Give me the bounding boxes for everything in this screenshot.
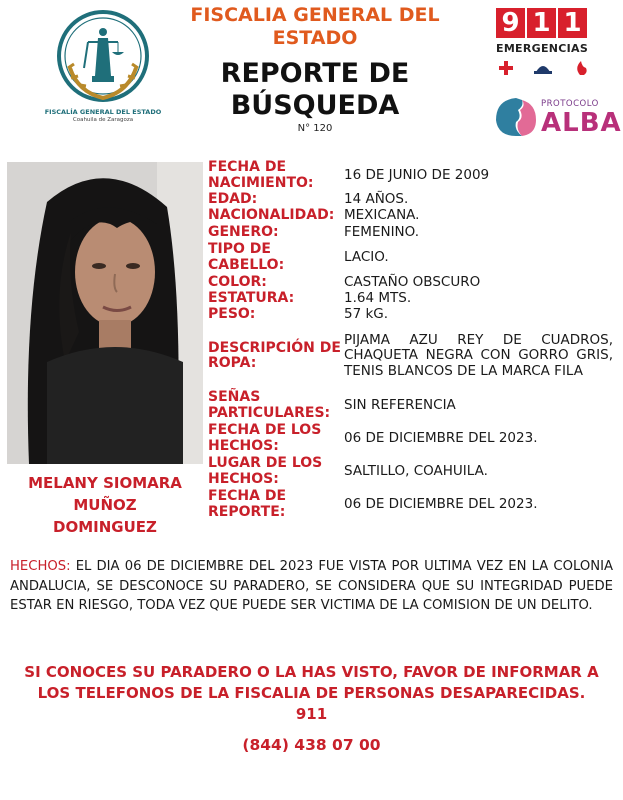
protocol-name: ALBA [541, 108, 622, 138]
detail-label: ESTATURA: [208, 290, 295, 307]
medical-cross-icon [499, 61, 513, 75]
detail-label: PESO: [208, 306, 256, 323]
detail-row-hair-type [208, 241, 613, 274]
facts-text: EL DIA 06 DE DICIEMBRE DEL 2023 FUE VISTA POR ULTIMA VEZ EN LA COLONIA ANDALUCIA, SE DESCONOCE SU PARADERO, SE CONSIDERA QUE SU INTEGRIDAD PUEDE ESTAR EN RIESGO, TODA VEZ QUE PUEDE SER VICTIMA DE LA COMISION DE UN DELITO. [10, 559, 613, 613]
detail-label: COLOR: [208, 273, 267, 290]
detail-value: 57 kG. [344, 306, 389, 323]
detail-value: MEXICANA. [344, 207, 420, 224]
detail-row-gender [208, 224, 613, 241]
person-name-line-3: DOMINGUEZ [53, 518, 157, 536]
detail-label: EDAD: [208, 191, 258, 208]
digit-9: 9 [496, 8, 525, 38]
detail-row-distinctive-marks [208, 389, 613, 422]
detail-row-event-place [208, 455, 613, 488]
person-name [15, 472, 195, 538]
emergency-icons [498, 58, 598, 78]
report-title: REPORTE DE BÚSQUEDA [220, 58, 410, 121]
detail-label: FECHA DE LOS HECHOS: [208, 422, 322, 454]
protocol-small-label: PROTOCOLO [541, 99, 599, 109]
detail-value: 16 DE JUNIO DE 2009 [344, 166, 490, 183]
detail-row-color [208, 274, 613, 291]
detail-label: LUGAR DE LOS HECHOS: [208, 455, 323, 487]
detail-label: NACIONALIDAD: [208, 207, 335, 224]
facts-label: HECHOS: [10, 559, 71, 574]
alba-profile-icon [492, 96, 540, 138]
detail-value: 06 DE DICIEMBRE DEL 2023. [344, 495, 538, 512]
detail-label: TIPO DE CABELLO: [208, 241, 285, 273]
detail-value: SALTILLO, COAHUILA. [344, 462, 488, 479]
detail-value: 06 DE DICIEMBRE DEL 2023. [344, 429, 538, 446]
detail-row-report-date [208, 488, 613, 521]
detail-value: CASTAÑO OBSCURO [344, 273, 481, 290]
digit-1-second: 1 [558, 8, 587, 38]
detail-label: FECHA DE REPORTE: [208, 488, 287, 520]
person-name-line-2: MUÑOZ [73, 496, 137, 514]
fiscalia-logo-caption: FISCALÍA GENERAL DEL ESTADO [44, 108, 162, 116]
detail-row-weight [208, 307, 613, 323]
detail-label: FECHA DE NACIMIENTO: [208, 159, 314, 191]
fire-icon [577, 61, 586, 75]
justice-emblem-icon [48, 6, 158, 111]
detail-value: PIJAMA AZU REY DE CUADROS, CHAQUETA NEGRA CON GORRO GRIS, TENIS BLANCOS DE LA MARCA FILA [344, 331, 613, 379]
detail-value: 14 AÑOS. [344, 191, 409, 208]
detail-label: SEÑAS PARTICULARES: [208, 389, 331, 421]
detail-row-event-date [208, 422, 613, 455]
fiscalia-logo-subcaption: Coahuila de Zaragoza [72, 117, 134, 123]
agency-title: FISCALIA GENERAL DEL ESTADO [190, 4, 440, 49]
emergency-label: EMERGENCIAS [496, 42, 589, 55]
emergency-911-logo [496, 8, 596, 38]
detail-row-height [208, 291, 613, 307]
digit-1: 1 [527, 8, 556, 38]
detail-value: SIN REFERENCIA [344, 396, 456, 413]
contact-phone: (844) 438 07 00 [242, 736, 381, 754]
person-name-line-1: MELANY SIOMARA [28, 474, 182, 492]
contact-message: SI CONOCES SU PARADERO O LA HAS VISTO, FAVOR DE INFORMAR A LOS TELEFONOS DE LA FISCALIA DE PERSONAS DESAPARECIDAS. [24, 663, 599, 702]
detail-label: DESCRIPCIÓN DE ROPA: [208, 339, 341, 371]
emergency-number: 911 [295, 705, 328, 723]
police-cap-icon [534, 66, 552, 74]
facts-paragraph [10, 557, 613, 616]
report-number: N° 120 [297, 123, 333, 134]
missing-person-photo [7, 162, 203, 464]
detail-value: 1.64 MTS. [344, 290, 412, 307]
detail-row-age [208, 192, 613, 208]
detail-row-nationality [208, 208, 613, 224]
detail-value: LACIO. [344, 248, 389, 265]
detail-label: GENERO: [208, 223, 279, 240]
detail-value: FEMENINO. [344, 223, 420, 240]
details-table [208, 159, 613, 521]
detail-row-birthdate [208, 159, 613, 192]
detail-row-clothing [208, 323, 613, 389]
